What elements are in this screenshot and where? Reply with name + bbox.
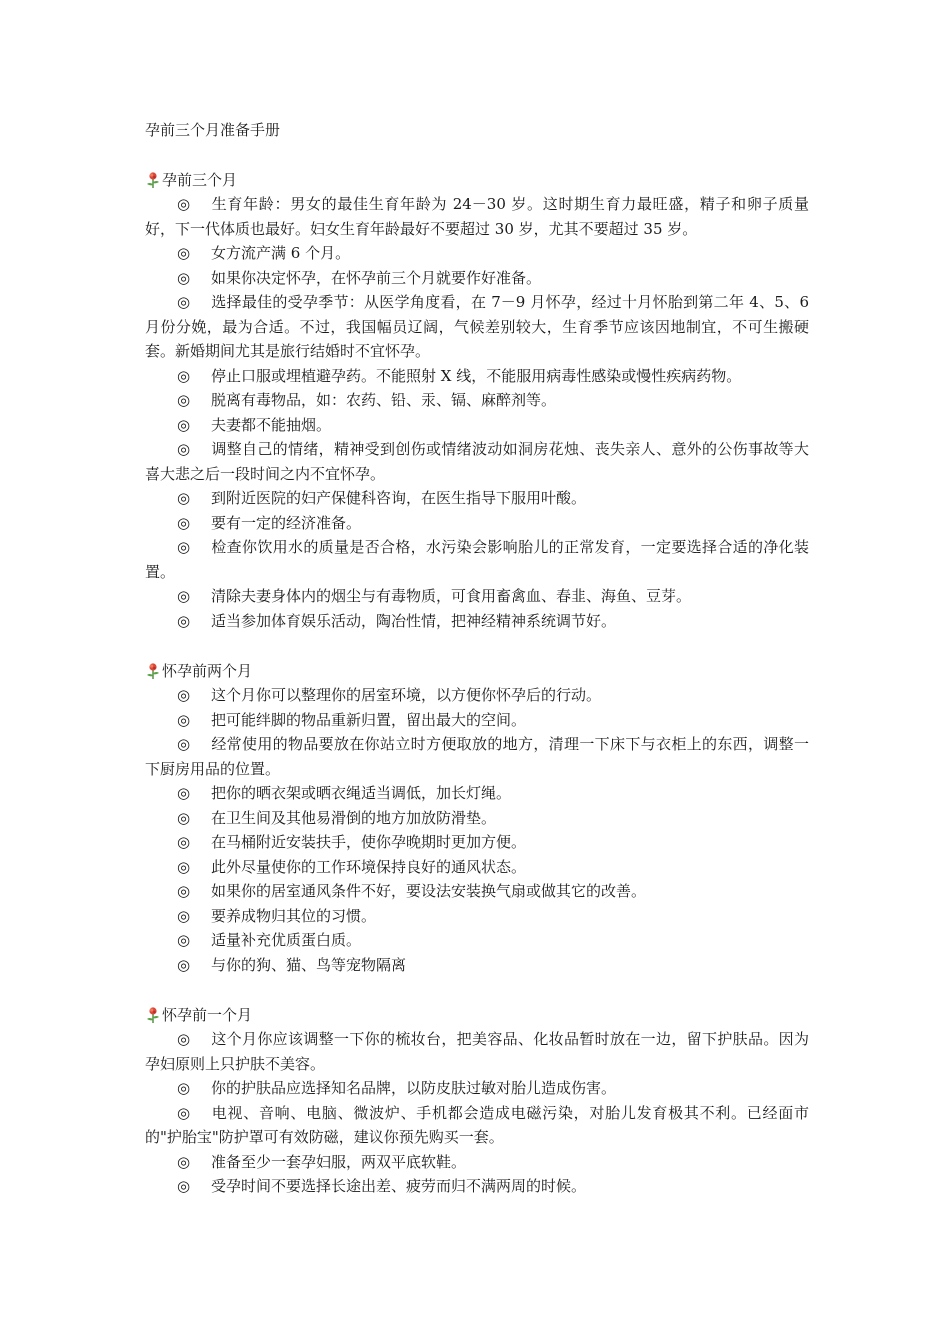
list-item: ◎ 把你的晒衣架或晒衣绳适当调低，加长灯绳。 [145, 781, 809, 806]
section-one-month [145, 1003, 809, 1199]
list-item: ◎ 夫妻都不能抽烟。 [145, 413, 809, 438]
bullet: ◎ [177, 244, 191, 262]
list-item: ◎ 如果你的居室通风条件不好，要设法安装换气扇或做其它的改善。 [145, 879, 809, 904]
list-item: ◎ 这个月你可以整理你的居室环境，以方便你怀孕后的行动。 [145, 683, 809, 708]
bullet: ◎ [177, 710, 191, 729]
bullet: ◎ [177, 415, 191, 434]
document-page [145, 118, 809, 1225]
bullet: ◎ [177, 195, 191, 213]
bullet: ◎ [177, 611, 191, 630]
bullet: ◎ [177, 784, 191, 802]
bullet: ◎ [177, 293, 191, 311]
list-item: ◎ 与你的狗、猫、鸟等宠物隔离 [145, 953, 809, 978]
section-heading [145, 659, 809, 683]
list-item: ◎ 要养成物归其位的习惯。 [145, 904, 809, 929]
bullet: ◎ [177, 391, 191, 409]
list-item: ◎ 生育年龄：男女的最佳生育年龄为 24－30 岁。这时期生育力最旺盛，精子和卵子质量好，下一代体质也最好。妇女生育年龄最好不要超过 30 岁，尤其不要超过 35 岁。 [145, 192, 809, 241]
list-item: ◎ 把可能绊脚的物品重新归置，留出最大的空间。 [145, 708, 809, 733]
list-item: ◎ 受孕时间不要选择长途出差、疲劳而归不满两周的时候。 [145, 1174, 809, 1199]
list-item: ◎ 你的护肤品应选择知名品牌，以防皮肤过敏对胎儿造成伤害。 [145, 1076, 809, 1101]
list-item: ◎ 经常使用的物品要放在你站立时方便取放的地方，清理一下床下与衣柜上的东西，调整一下厨房用品的位置。 [145, 732, 809, 781]
section-heading [145, 168, 809, 192]
bullet: ◎ [177, 587, 191, 605]
bullet: ◎ [177, 366, 191, 385]
list-item: ◎ 停止口服或埋植避孕药。不能照射 X 线，不能服用病毒性感染或慢性疾病药物。 [145, 364, 809, 389]
list-item: ◎ 准备至少一套孕妇服，两双平底软鞋。 [145, 1150, 809, 1175]
list-item: ◎ 脱离有毒物品，如：农药、铅、汞、镉、麻醉剂等。 [145, 388, 809, 413]
bullet: ◎ [177, 906, 191, 925]
flower-icon [145, 171, 161, 189]
list-item: ◎ 检查你饮用水的质量是否合格，水污染会影响胎儿的正常发育，一定要选择合适的净化装置。 [145, 535, 809, 584]
item-list [145, 683, 809, 977]
item-list [145, 1027, 809, 1199]
section-heading [145, 1003, 809, 1027]
bullet: ◎ [177, 489, 191, 507]
section-heading-text: 怀孕前一个月 [162, 1006, 253, 1024]
list-item: ◎ 电视、音响、电脑、微波炉、手机都会造成电磁污染，对胎儿发育极其不利。已经面市的"护胎宝"防护罩可有效防磁，建议你预先购买一套。 [145, 1101, 809, 1150]
list-item: ◎ 选择最佳的受孕季节：从医学角度看，在 7－9 月怀孕，经过十月怀胎到第二年 4、5、6 月份分娩，最为合适。不过，我国幅员辽阔，气候差别较大，生育季节应该因地制宜，不可生搬硬套。新婚期间尤其是旅行结婚时不宜怀孕。 [145, 290, 809, 364]
bullet: ◎ [177, 931, 191, 949]
bullet: ◎ [177, 808, 191, 827]
list-item: ◎ 适当参加体育娱乐活动，陶冶性情，把神经精神系统调节好。 [145, 609, 809, 634]
bullet: ◎ [177, 440, 191, 458]
list-item: ◎ 这个月你应该调整一下你的梳妆台，把美容品、化妆品暂时放在一边，留下护肤品。因为孕妇原则上只护肤不美容。 [145, 1027, 809, 1076]
list-item: ◎ 在卫生间及其他易滑倒的地方加放防滑垫。 [145, 806, 809, 831]
section-three-months [145, 168, 809, 633]
bullet: ◎ [177, 513, 191, 532]
item-list [145, 192, 809, 633]
bullet: ◎ [177, 1152, 191, 1171]
bullet: ◎ [177, 1079, 191, 1097]
bullet: ◎ [177, 955, 191, 974]
bullet: ◎ [177, 1177, 191, 1195]
list-item: ◎ 要有一定的经济准备。 [145, 511, 809, 536]
bullet: ◎ [177, 857, 191, 876]
flower-icon [145, 662, 161, 680]
bullet: ◎ [177, 538, 191, 556]
list-item: ◎ 女方流产满 6 个月。 [145, 241, 809, 266]
flower-icon [145, 1006, 161, 1024]
bullet: ◎ [177, 882, 191, 900]
bullet: ◎ [177, 1030, 191, 1048]
list-item: ◎ 到附近医院的妇产保健科咨询，在医生指导下服用叶酸。 [145, 486, 809, 511]
list-item: ◎ 调整自己的情绪，精神受到创伤或情绪波动如洞房花烛、丧失亲人、意外的公伤事故等大喜大悲之后一段时间之内不宜怀孕。 [145, 437, 809, 486]
section-heading-text: 孕前三个月 [162, 171, 238, 189]
bullet: ◎ [177, 686, 191, 704]
list-item: ◎ 在马桶附近安装扶手，使你孕晚期时更加方便。 [145, 830, 809, 855]
section-two-months [145, 659, 809, 977]
bullet: ◎ [177, 268, 191, 287]
list-item: ◎ 清除夫妻身体内的烟尘与有毒物质，可食用畜禽血、春韭、海鱼、豆芽。 [145, 584, 809, 609]
document-title: 孕前三个月准备手册 [145, 121, 281, 139]
list-item: ◎ 适量补充优质蛋白质。 [145, 928, 809, 953]
section-heading-text: 怀孕前两个月 [162, 662, 253, 680]
bullet: ◎ [177, 833, 191, 851]
list-item: ◎ 如果你决定怀孕，在怀孕前三个月就要作好准备。 [145, 266, 809, 291]
list-item: ◎ 此外尽量使你的工作环境保持良好的通风状态。 [145, 855, 809, 880]
bullet: ◎ [177, 1103, 191, 1122]
bullet: ◎ [177, 735, 191, 753]
